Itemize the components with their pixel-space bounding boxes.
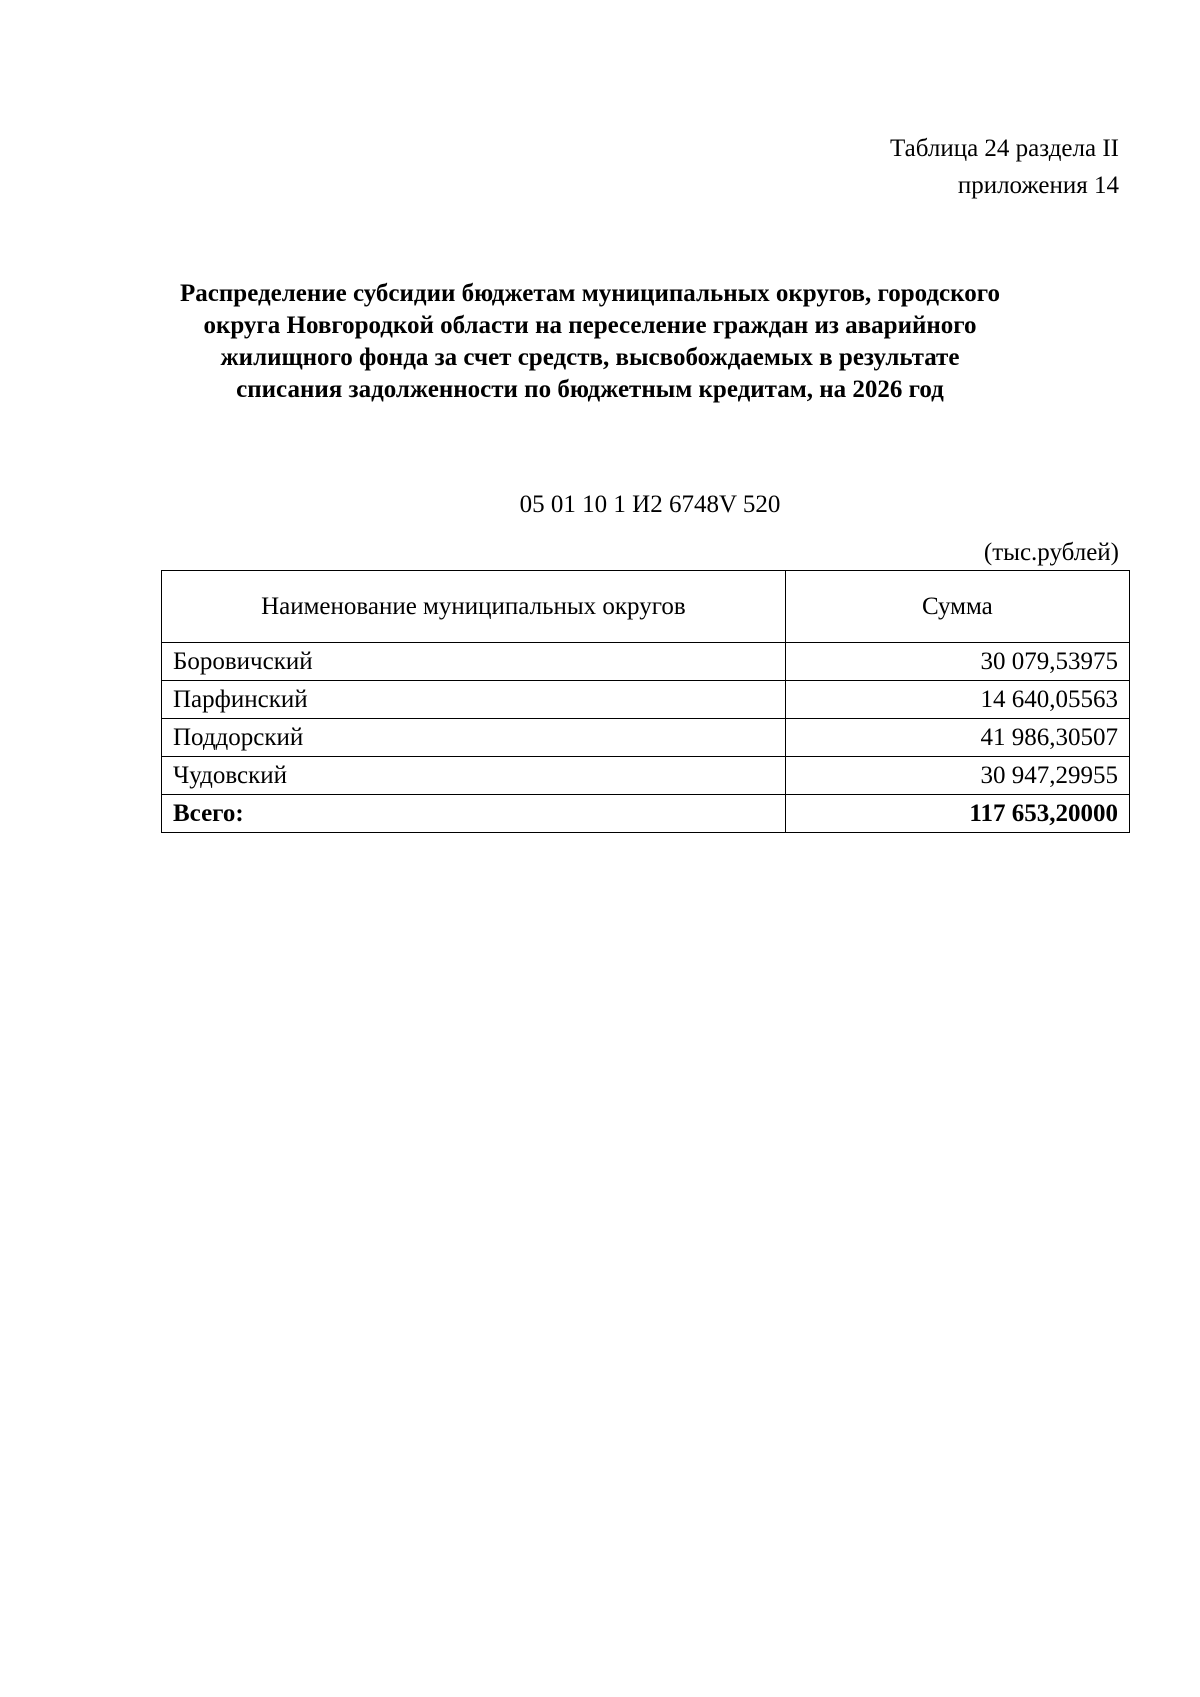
total-sum: 117 653,20000 (785, 795, 1129, 833)
district-name: Парфинский (162, 681, 786, 719)
units-label: (тыс.рублей) (983, 539, 1119, 566)
title-line-2: округа Новгородкой области на переселение граждан из аварийного (203, 312, 977, 339)
district-name: Боровичский (162, 643, 786, 681)
district-sum: 30 079,53975 (785, 643, 1129, 681)
district-name: Поддорский (162, 719, 786, 757)
district-sum: 30 947,29955 (785, 757, 1129, 795)
budget-classification-code: 05 01 10 1 И2 6748V 520 (519, 491, 781, 518)
table-row (162, 719, 1130, 757)
district-name: Чудовский (162, 757, 786, 795)
district-sum: 14 640,05563 (785, 681, 1129, 719)
total-label: Всего: (162, 795, 786, 833)
reference-line-2: приложения 14 (957, 172, 1119, 199)
document-title (120, 278, 1060, 406)
district-sum: 41 986,30507 (785, 719, 1129, 757)
title-line-4: списания задолженности по бюджетным кредитам, на 2026 год (236, 376, 944, 403)
table-row (162, 757, 1130, 795)
reference-line-1: Таблица 24 раздела II (890, 135, 1119, 162)
table-row (162, 643, 1130, 681)
title-line-3: жилищного фонда за счет средств, высвобождаемых в результате (220, 344, 960, 371)
header-name: Наименование муниципальных округов (162, 571, 786, 643)
header-sum: Сумма (785, 571, 1129, 643)
table-row (162, 681, 1130, 719)
title-line-1: Распределение субсидии бюджетам муниципальных округов, городского (180, 280, 1000, 307)
distribution-table (161, 570, 1130, 833)
table-reference (890, 130, 1119, 204)
total-row (162, 795, 1130, 833)
table-header-row (162, 571, 1130, 643)
